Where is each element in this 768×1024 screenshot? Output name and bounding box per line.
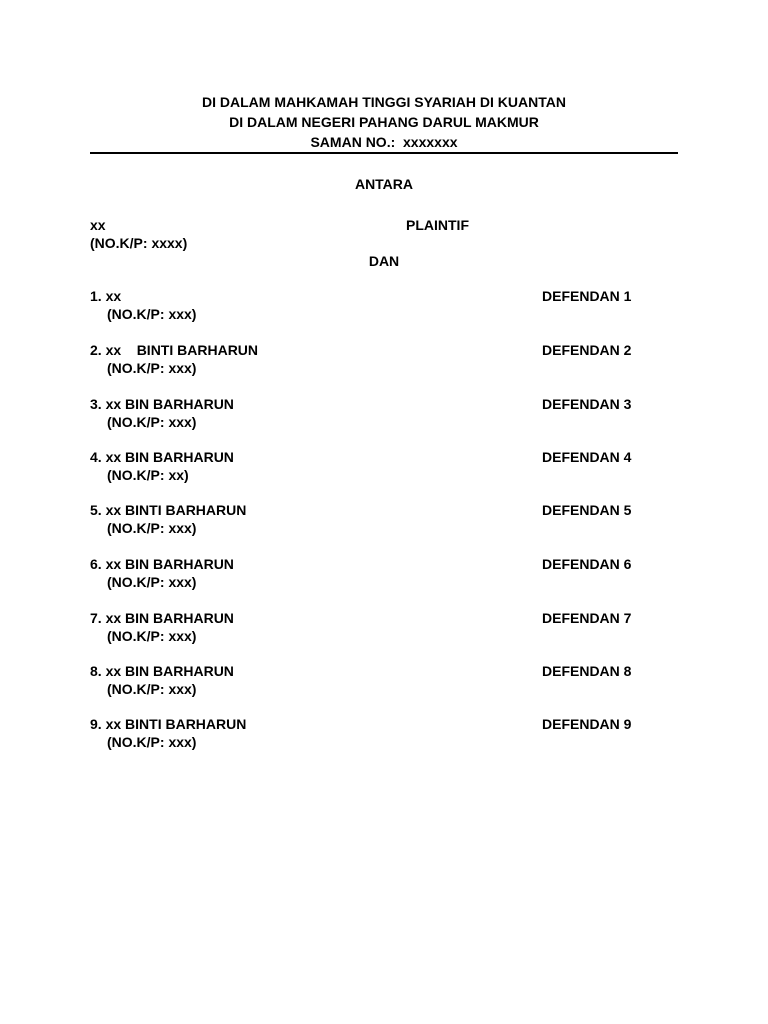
defendant-ic: (NO.K/P: xxx): [107, 520, 197, 536]
defendant-name: 7. xx BIN BARHARUN: [90, 610, 234, 626]
dan-label: DAN: [368, 253, 400, 269]
defendant-role: DEFENDAN 8: [542, 663, 632, 679]
defendant-role: DEFENDAN 1: [542, 288, 632, 304]
defendant-role: DEFENDAN 5: [542, 502, 632, 518]
defendant-name: 6. xx BIN BARHARUN: [90, 556, 234, 572]
defendant-ic: (NO.K/P: xxx): [107, 574, 197, 590]
defendant-name: 1. xx: [90, 288, 122, 304]
plaintiff-ic: (NO.K/P: xxxx): [90, 235, 188, 251]
defendant-entry: [90, 501, 678, 537]
plaintiff-role: PLAINTIF: [406, 217, 469, 233]
defendant-role: DEFENDAN 2: [542, 342, 632, 358]
defendant-name: 8. xx BIN BARHARUN: [90, 663, 234, 679]
defendant-ic: (NO.K/P: xxx): [107, 734, 197, 750]
defendant-ic: (NO.K/P: xxx): [107, 681, 197, 697]
court-name: DI DALAM MAHKAMAH TINGGI SYARIAH DI KUANTAN: [202, 94, 566, 110]
defendant-role: DEFENDAN 9: [542, 716, 632, 732]
defendant-ic: (NO.K/P: xxx): [107, 306, 197, 322]
defendant-ic: (NO.K/P: xxx): [107, 414, 197, 430]
defendant-name: 3. xx BIN BARHARUN: [90, 396, 234, 412]
defendant-entry: [90, 715, 678, 751]
defendant-role: DEFENDAN 4: [542, 449, 632, 465]
defendant-entry: [90, 555, 678, 591]
defendant-name: 9. xx BINTI BARHARUN: [90, 716, 247, 732]
defendant-entry: [90, 662, 678, 698]
defendant-entry: [90, 448, 678, 484]
defendant-name: 5. xx BINTI BARHARUN: [90, 502, 247, 518]
antara-label: ANTARA: [354, 176, 414, 192]
defendant-ic: (NO.K/P: xxx): [107, 360, 197, 376]
defendant-entry: [90, 395, 678, 431]
defendant-entry: [90, 341, 678, 377]
state-name: DI DALAM NEGERI PAHANG DARUL MAKMUR: [229, 114, 539, 130]
defendant-name: 4. xx BIN BARHARUN: [90, 449, 234, 465]
defendant-role: DEFENDAN 3: [542, 396, 632, 412]
defendant-ic: (NO.K/P: xxx): [107, 628, 197, 644]
defendant-entry: [90, 609, 678, 645]
plaintiff-name: xx: [90, 217, 106, 233]
defendant-ic: (NO.K/P: xx): [107, 467, 189, 483]
defendant-role: DEFENDAN 7: [542, 610, 632, 626]
header-divider: [90, 152, 678, 154]
defendant-entry: [90, 287, 678, 323]
summons-number: SAMAN NO.: xxxxxxx: [310, 134, 458, 150]
defendant-name: 2. xx BINTI BARHARUN: [90, 342, 259, 358]
defendant-role: DEFENDAN 6: [542, 556, 632, 572]
